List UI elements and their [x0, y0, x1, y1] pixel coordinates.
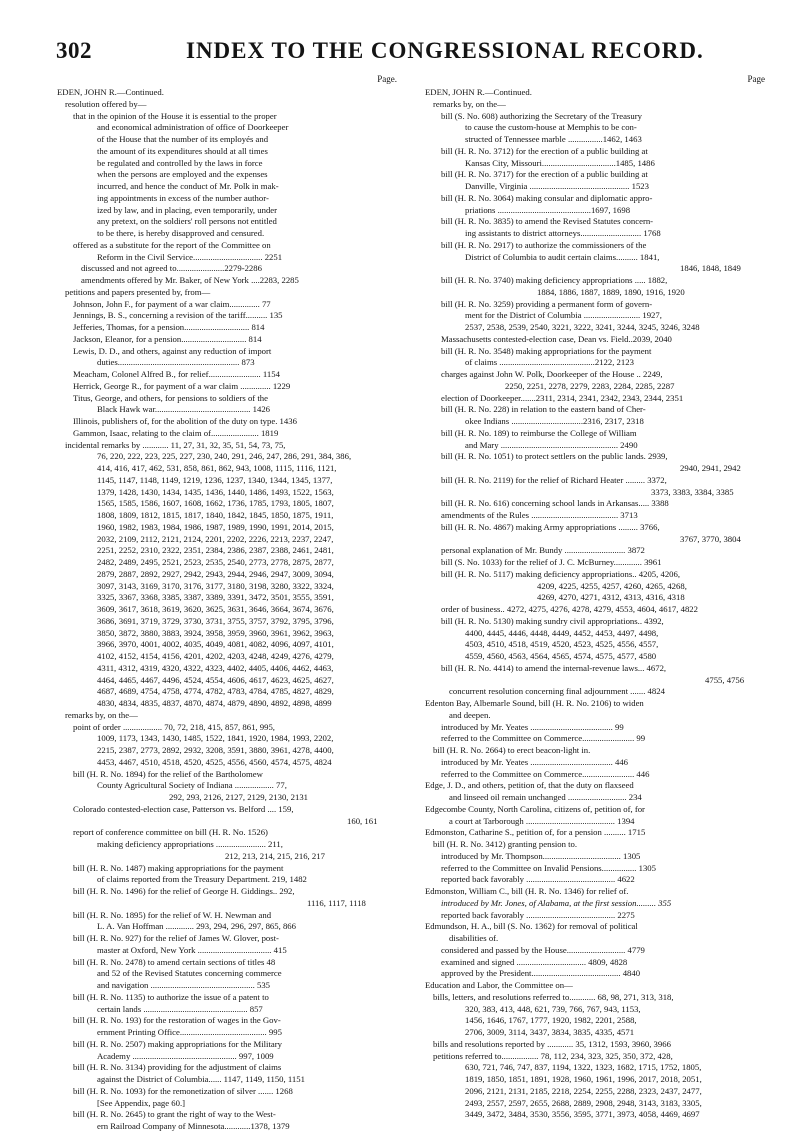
index-entry-line: bill (H. R. No. 1895) for the relief of W. H. Newman and — [73, 909, 272, 920]
index-entry-line: 1379, 1428, 1430, 1434, 1435, 1436, 1440, 1486, 1493, 1522, 1563, — [97, 486, 334, 497]
index-entry-line: petitions referred to................. 78, 112, 234, 323, 325, 350, 372, 428, — [433, 1050, 673, 1061]
index-entry-line: Gammon, Isaac, relating to the claim of...................... 1819 — [73, 427, 279, 438]
index-entry-line: any pretext, on the soldiers' roll persons not entitled — [97, 216, 277, 227]
index-entry-line: introduced by Mr. Yeates ...................................... 99 — [441, 721, 624, 732]
index-entry-line: 2940, 2941, 2942 — [680, 463, 741, 473]
index-entry-line: 1808, 1809, 1812, 1815, 1817, 1840, 1842, 1845, 1850, 1875, 1911, — [97, 510, 334, 520]
index-entry-line: a court at Tarborough ......................................... 1394 — [449, 815, 635, 826]
index-entry-line: Edgecombe County, North Carolina, citizens of, petition of, for — [425, 803, 645, 814]
index-entry-line: and 52 of the Revised Statutes concerning commerce — [97, 968, 282, 979]
index-entry-line: Reform in the Civil Service................................ 2251 — [97, 251, 283, 262]
index-entry-line: concurrent resolution concerning final adjournment ....... 4824 — [449, 686, 665, 697]
index-entry-line: L. A. Van Hoffman ............. 293, 294, 296, 297, 865, 866 — [97, 921, 296, 932]
index-entry-line: Colorado contested-election case, Patterson vs. Belford .... 159, — [73, 803, 294, 814]
index-entry-line: petitions and papers presented by, from— — [65, 286, 211, 297]
index-entry-line: 2879, 2887, 2892, 2927, 2942, 2943, 2944, 2946, 2947, 3009, 3094, — [97, 568, 334, 579]
index-entry-line: bill (H. R. No. 616) concerning school lands in Arkansas..... 3388 — [441, 498, 669, 509]
index-entry-line: bill (H. R. No. 3064) making consular and diplomatic appro- — [441, 192, 653, 203]
left-entry-list — [57, 87, 397, 1133]
index-entry-line: 3325, 3367, 3368, 3385, 3387, 3389, 3391, 3472, 3501, 3555, 3591, — [97, 592, 334, 603]
index-entry-line: referred to the Committee on Commerce........................ 446 — [441, 768, 650, 779]
index-entry-line: when the persons are employed and the expenses — [97, 169, 268, 180]
index-entry-line: charges against John W. Polk, Doorkeeper of the House .. 2249, — [441, 369, 663, 379]
index-entry-line: bill (H. R. No. 927) for the relief of James W. Glover, post- — [73, 933, 279, 943]
index-entry-line: 292, 293, 2126, 2127, 2129, 2130, 2131 — [169, 792, 308, 802]
index-entry-line: referred to the Committee on Commerce........................ 99 — [441, 733, 646, 744]
index-entry-line: master at Oxford, New York .................................. 415 — [97, 944, 287, 955]
index-entry-line: and deepen. — [449, 709, 491, 720]
left-page-label: Page. — [377, 74, 397, 84]
index-entry-line: bill (H. R. No. 2507) making appropriations for the Military — [73, 1038, 282, 1049]
index-entry-line: 3609, 3617, 3618, 3619, 3620, 3625, 3631, 3646, 3664, 3674, 3676, — [97, 604, 334, 614]
index-entry-line: 3686, 3691, 3719, 3729, 3730, 3731, 3755, 3757, 3792, 3795, 3796, — [97, 615, 334, 626]
index-entry-line: election of Doorkeeper.......2311, 2314, 2341, 2342, 2343, 2344, 2351 — [441, 392, 684, 403]
index-entry-line: 3966, 3970, 4001, 4002, 4035, 4049, 4081, 4082, 4096, 4097, 4101, — [97, 639, 334, 650]
index-entry-line: bill (H. R. No. 1894) for the relief of the Bartholomew — [73, 768, 263, 779]
index-entry-line: ing appointments in excess of the number author- — [97, 192, 269, 203]
index-entry-line: offered as a substitute for the report of the Committee on — [73, 239, 271, 250]
index-entry-line: 4311, 4312, 4319, 4320, 4322, 4323, 4402, 4405, 4406, 4462, 4463, — [97, 662, 334, 673]
index-entry-line: bill (H. R. No. 2645) to grant the right of way to the West- — [73, 1109, 276, 1120]
index-entry-line: report of conference committee on bill (H. R. No. 1526) — [73, 827, 268, 838]
index-entry-line: bill (H. R. No. 1487) making appropriations for the payment — [73, 862, 284, 873]
index-entry-line: 4503, 4510, 4518, 4519, 4520, 4523, 4525, 4556, 4557, — [465, 639, 659, 650]
index-entry-line: 3097, 3143, 3169, 3170, 3176, 3177, 3180, 3198, 3280, 3322, 3324, — [97, 580, 334, 591]
index-entry-line: against the District of Columbia...... 1147, 1149, 1150, 1151 — [97, 1074, 305, 1084]
index-entry-line: bill (H. R. No. 3259) providing a permanent form of govern- — [441, 298, 653, 309]
index-entry-line: order of business.. 4272, 4275, 4276, 4278, 4279, 4553, 4604, 4617, 4822 — [441, 604, 698, 614]
index-entry-line: Edmonston, William C., bill (H. R. No. 1346) for relief of. — [425, 886, 629, 896]
right-column — [425, 74, 765, 1121]
index-entry-line: bill (H. R. No. 2119) for the relief of Richard Heater ......... 3372, — [441, 474, 667, 485]
index-entry-line: Edge, J. D., and others, petition of, that the duty on flaxseed — [425, 780, 634, 791]
index-entry-line: 1884, 1886, 1887, 1889, 1890, 1916, 1920 — [537, 286, 685, 297]
page-title: INDEX TO THE CONGRESSIONAL RECORD. — [186, 38, 704, 63]
index-entry-line: 76, 220, 222, 223, 225, 227, 230, 240, 291, 246, 247, 286, 291, 384, 386, — [97, 451, 352, 462]
index-entry-line: point of order .................. 70, 72, 218, 415, 857, 861, 995, — [73, 721, 275, 732]
index-entry-line: 2493, 2557, 2597, 2655, 2688, 2889, 2908, 2948, 3143, 3183, 3305, — [465, 1097, 702, 1108]
index-entry-line: ment for the District of Columbia .......................... 1927, — [465, 310, 662, 321]
index-entry-line: ern Railroad Company of Minnesota............1378, 1379 — [97, 1121, 290, 1131]
index-entry-line: okee Indians .................................2316, 2317, 2318 — [465, 416, 644, 426]
index-entry-line: bills, letters, and resolutions referred to............ 68, 98, 271, 313, 318, — [433, 991, 674, 1002]
index-entry-line: 1116, 1117, 1118 — [307, 897, 366, 908]
index-entry-line: bill (H. R. No. 2917) to authorize the commissioners of the — [441, 239, 647, 250]
index-entry-line: bill (S. No. 608) authorizing the Secretary of the Treasury — [441, 110, 642, 121]
index-entry-line: reported back favorably ......................................... 2275 — [441, 909, 635, 920]
index-entry-line: 4830, 4834, 4835, 4837, 4870, 4874, 4879, 4890, 4892, 4898, 4899 — [97, 698, 332, 708]
index-entry-line: bill (H. R. No. 189) to reimburse the College of William — [441, 427, 637, 438]
index-entry-line: bill (H. R. No. 5117) making deficiency appropriations.. 4205, 4206, — [441, 568, 681, 579]
index-entry-line: bill (H. R. No. 3712) for the erection of a public building at — [441, 145, 648, 156]
index-entry-line: introduced by Mr. Thompson.................................... 1305 — [441, 850, 641, 861]
index-entry-line: Edenton Bay, Albemarle Sound, bill (H. R. No. 2106) to widen — [425, 698, 644, 708]
index-entry-line: bill (H. R. No. 4414) to amend the internal-revenue laws... 4672, — [441, 662, 667, 673]
index-entry-line: Education and Labor, the Committee on— — [425, 980, 573, 990]
index-entry-line: 2482, 2489, 2495, 2521, 2523, 2535, 2540, 2773, 2778, 2875, 2877, — [97, 557, 334, 567]
index-entry-line: bill (H. R. No. 3717) for the erection of a public building at — [441, 169, 648, 180]
index-entry-line: to be there, is hereby disapproved and censured. — [97, 228, 265, 238]
index-entry-line: 4209, 4225, 4255, 4257, 4260, 4265, 4268, — [537, 580, 687, 591]
index-entry-line: ernment Printing Office........................................ 995 — [97, 1027, 282, 1037]
index-entry-line: 160, 161 — [347, 815, 378, 826]
index-entry-line: introduced by Mr. Yeates ...................................... 446 — [441, 756, 629, 767]
index-entry-line: Illinois, publishers of, for the abolition of the duty on type. 1436 — [73, 416, 297, 426]
index-entry-line: of the House that the number of its employés and — [97, 134, 269, 144]
index-entry-line: Academy ................................................ 997, 1009 — [97, 1050, 274, 1061]
index-entry-line: Lewis, D. D., and others, against any reduction of import — [73, 345, 272, 356]
index-entry-line: 4102, 4152, 4154, 4156, 4201, 4202, 4203, 4248, 4249, 4276, 4279, — [97, 651, 334, 661]
index-entry-line: bill (H. R. No. 2664) to erect beacon-light in. — [433, 745, 591, 755]
index-entry-line: considered and passed by the House........................... 4779 — [441, 944, 645, 955]
index-entry-line: introduced by Mr. Jones, of Alabama, at the first session......... 355 — [441, 897, 672, 908]
index-entry-line: 2706, 3009, 3114, 3437, 3834, 3835, 4335, 4571 — [465, 1027, 635, 1037]
index-entry-line: Black Hawk war............................................ 1426 — [97, 404, 271, 415]
index-entry-line: Titus, George, and others, for pensions to soldiers of the — [73, 392, 268, 403]
index-entry-line: 1456, 1646, 1767, 1777, 1920, 1982, 2201, 2588, — [465, 1015, 637, 1026]
index-entry-line: 3767, 3770, 3804 — [680, 533, 741, 544]
index-entry-line: bills and resolutions reported by ............ 35, 1312, 1593, 3960, 3966 — [433, 1038, 671, 1049]
index-entry-line: amendments offered by Mr. Baker, of New York ....2283, 2285 — [81, 275, 299, 285]
index-entry-line: Jefferies, Thomas, for a pension.............................. 814 — [73, 322, 265, 332]
index-entry-line: incidental remarks by ............ 11, 27, 31, 32, 35, 51, 54, 73, 75, — [65, 439, 286, 450]
index-entry-line: 2251, 2252, 2310, 2322, 2351, 2384, 2386, 2387, 2388, 2461, 2481, — [97, 545, 334, 556]
index-entry-line: 1819, 1850, 1851, 1891, 1928, 1960, 1961, 1996, 2017, 2018, 2051, — [465, 1074, 702, 1084]
index-entry-line: incurred, and hence the conduct of Mr. Polk in mak- — [97, 181, 279, 191]
index-entry-line: EDEN, JOHN R.—Continued. — [57, 87, 164, 97]
index-entry-line: remarks by, on the— — [65, 709, 138, 720]
index-entry-line: bill (S. No. 1033) for the relief of J. C. McBurney............. 3961 — [441, 557, 662, 567]
index-entry-line: County Agricultural Society of Indiana .................. 77, — [97, 780, 287, 791]
index-entry-line: bill (H. R. No. 1093) for the remonetization of silver ....... 1268 — [73, 1085, 293, 1096]
index-entry-line: Herrick, George R., for payment of a war claim .............. 1229 — [73, 380, 291, 391]
index-entry-line: bill (H. R. No. 3548) making appropriations for the payment — [441, 345, 652, 356]
index-entry-line: Massachusetts contested-election case, Dean vs. Field..2039, 2040 — [441, 333, 672, 344]
index-entry-line: and Mary ...................................................... 2490 — [465, 439, 638, 450]
index-entry-line: structed of Tennessee marble ................1462, 1463 — [465, 134, 642, 144]
index-entry-line: 4687, 4689, 4754, 4758, 4774, 4782, 4783, 4784, 4785, 4827, 4829, — [97, 686, 334, 697]
index-entry-line: bill (H. R. No. 1496) for the relief of George H. Giddings.. 292, — [73, 886, 295, 896]
page-header — [56, 38, 756, 66]
index-entry-line: 1846, 1848, 1849 — [680, 263, 741, 274]
index-entry-line: 4559, 4560, 4563, 4564, 4565, 4574, 4575, 4577, 4580 — [465, 651, 657, 661]
index-entry-line: referred to the Committee on Invalid Pensions................ 1305 — [441, 862, 656, 873]
index-entry-line: 1960, 1982, 1983, 1984, 1986, 1987, 1989, 1990, 1991, 2014, 2015, — [97, 521, 334, 532]
index-entry-line: bill (H. R. No. 1051) to protect settlers on the public lands. 2939, — [441, 451, 668, 462]
index-entry-line: bill (H. R. No. 3412) granting pension to. — [433, 839, 578, 849]
index-entry-line: 2096, 2121, 2131, 2185, 2218, 2254, 2255, 2288, 2323, 2437, 2477, — [465, 1085, 702, 1096]
index-entry-line: 414, 416, 417, 462, 531, 858, 861, 862, 943, 1008, 1115, 1116, 1121, — [97, 463, 337, 473]
index-entry-line: duties........................................................ 873 — [97, 357, 255, 368]
index-entry-line: be regulated and controlled by the laws in force — [97, 157, 263, 168]
page-number: 302 — [56, 38, 92, 63]
index-entry-line: EDEN, JOHN R.—Continued. — [425, 87, 532, 97]
index-entry-line: bill (H. R. No. 1135) to authorize the issue of a patent to — [73, 991, 269, 1002]
index-entry-line: bill (H. R. No. 4867) making Army appropriations ......... 3766, — [441, 521, 660, 532]
index-entry-line: 4755, 4756 — [705, 674, 745, 685]
index-entry-line: 3449, 3472, 3484, 3530, 3556, 3595, 3771, 3973, 4058, 4469, 4697 — [465, 1109, 700, 1120]
index-entry-line: 2537, 2538, 2539, 2540, 3221, 3222, 3241, 3244, 3245, 3246, 3248 — [465, 322, 700, 332]
index-entry-line: certain lands ................................................ 857 — [97, 1003, 263, 1014]
index-entry-line: reported back favorably ......................................... 4622 — [441, 874, 635, 885]
index-entry-line: and economical administration of office of Doorkeeper — [97, 122, 289, 133]
index-entry-line: 1565, 1585, 1586, 1607, 1608, 1662, 1736, 1785, 1793, 1805, 1807, — [97, 498, 334, 509]
index-entry-line: discussed and not agreed to......................2279-2286 — [81, 263, 262, 274]
index-entry-line: of claims reported from the Treasury Department. 219, 1482 — [97, 874, 307, 885]
index-entry-line: and linseed oil remain unchanged ........................... 234 — [449, 792, 642, 802]
index-entry-line: bill (H. R. No. 5130) making sundry civil appropriations.. 4392, — [441, 615, 664, 626]
index-entry-line: that in the opinion of the House it is essential to the proper — [73, 110, 277, 121]
index-entry-line: making deficiency appropriations ....................... 211, — [97, 839, 283, 849]
left-column — [57, 74, 397, 1133]
index-entry-line: and navigation ................................................ 535 — [97, 980, 271, 990]
index-entry-line: 630, 721, 746, 747, 837, 1194, 1322, 1323, 1682, 1715, 1752, 1805, — [465, 1062, 702, 1073]
index-entry-line: 1145, 1147, 1148, 1149, 1219, 1236, 1237, 1340, 1344, 1345, 1377, — [97, 474, 333, 485]
index-entry-line: 4453, 4467, 4510, 4518, 4520, 4525, 4556, 4560, 4574, 4575, 4824 — [97, 756, 332, 767]
index-entry-line: of claims ............................................2122, 2123 — [465, 357, 634, 368]
index-entry-line: Edmonston, Catharine S., petition of, for a pension .......... 1715 — [425, 827, 646, 838]
index-entry-line: Edmundson, H. A., bill (S. No. 1362) for removal of political — [425, 921, 638, 932]
index-entry-line: the amount of its expenditures should at all times — [97, 145, 268, 156]
index-entry-line: Danville, Virginia .............................................. 1523 — [465, 181, 649, 191]
index-entry-line: 320, 383, 413, 448, 621, 739, 766, 767, 943, 1153, — [465, 1003, 641, 1014]
index-entry-line: bill (H. R. No. 228) in relation to the eastern band of Cher- — [441, 404, 646, 415]
index-entry-line: bill (H. R. No. 2478) to amend certain sections of titles 48 — [73, 956, 276, 967]
right-entry-list — [425, 87, 765, 1121]
index-entry-line: Meacham, Colonel Alfred B., for relief........................ 1154 — [73, 369, 280, 379]
index-entry-line: bill (H. R. No. 3835) to amend the Revised Statutes concern- — [441, 216, 654, 227]
index-entry-line: 2215, 2387, 2773, 2892, 2932, 3208, 3591, 3880, 3961, 4278, 4400, — [97, 745, 334, 755]
index-entry-line: Kansas City, Missouri..................................1485, 1486 — [465, 157, 655, 168]
index-entry-line: [See Appendix, page 60.] — [97, 1097, 186, 1108]
index-entry-line: 1009, 1173, 1343, 1430, 1485, 1522, 1841, 1920, 1984, 1993, 2202, — [97, 733, 334, 744]
index-entry-line: resolution offered by— — [65, 98, 147, 109]
index-entry-line: ized by law, and in placing, even temporarily, under — [97, 204, 278, 215]
index-entry-line: ing assistants to district attorneys............................ 1768 — [465, 228, 661, 238]
index-entry-line: disabilities of. — [449, 933, 499, 943]
index-entry-line: 4464, 4465, 4467, 4496, 4524, 4554, 4606, 4617, 4623, 4625, 4627, — [97, 674, 334, 685]
index-entry-line: bill (H. R. No. 193) for the restoration of wages in the Gov- — [73, 1015, 281, 1026]
right-page-label: Page — [747, 74, 765, 84]
index-entry-line: Johnson, John F., for payment of a war claim.............. 77 — [73, 298, 271, 309]
index-entry-line: Jennings, B. S., concerning a revision of the tariff.......... 135 — [73, 310, 283, 321]
index-entry-line: to cause the custom-house at Memphis to be con- — [465, 122, 637, 133]
index-entry-line: Jackson, Eleanor, for a pension.............................. 814 — [73, 333, 262, 344]
index-entry-line: amendments of the Rules ........................................ 3713 — [441, 510, 638, 520]
index-entry-line: 4269, 4270, 4271, 4312, 4313, 4316, 4318 — [537, 592, 685, 603]
index-entry-line: 212, 213, 214, 215, 216, 217 — [225, 850, 325, 861]
index-entry-line: remarks by, on the— — [433, 98, 506, 109]
index-entry-line: 3850, 3872, 3880, 3883, 3924, 3958, 3959, 3960, 3961, 3962, 3963, — [97, 627, 334, 638]
index-entry-line: priations ...........................................1697, 1698 — [465, 204, 631, 215]
index-entry-line: personal explanation of Mr. Bundy ............................ 3872 — [441, 545, 645, 556]
index-entry-line: approved by the President......................................... 4840 — [441, 968, 641, 979]
index-entry-line: 2032, 2109, 2112, 2121, 2124, 2201, 2202, 2226, 2213, 2237, 2247, — [97, 533, 334, 544]
index-entry-line: 4400, 4445, 4446, 4448, 4449, 4452, 4453, 4497, 4498, — [465, 627, 659, 638]
index-entry-line: bill (H. R. No. 3740) making deficiency appropriations ..... 1882, — [441, 275, 668, 285]
index-entry-line: examined and signed ................................ 4809, 4828 — [441, 956, 628, 967]
index-entry-line: 3373, 3383, 3384, 3385 — [651, 486, 734, 497]
index-entry-line: District of Columbia to audit certain claims.......... 1841, — [465, 251, 660, 262]
index-entry-line: 2250, 2251, 2278, 2279, 2283, 2284, 2285, 2287 — [505, 380, 675, 391]
index-entry-line: bill (H. R. No. 3134) providing for the adjustment of claims — [73, 1062, 282, 1073]
